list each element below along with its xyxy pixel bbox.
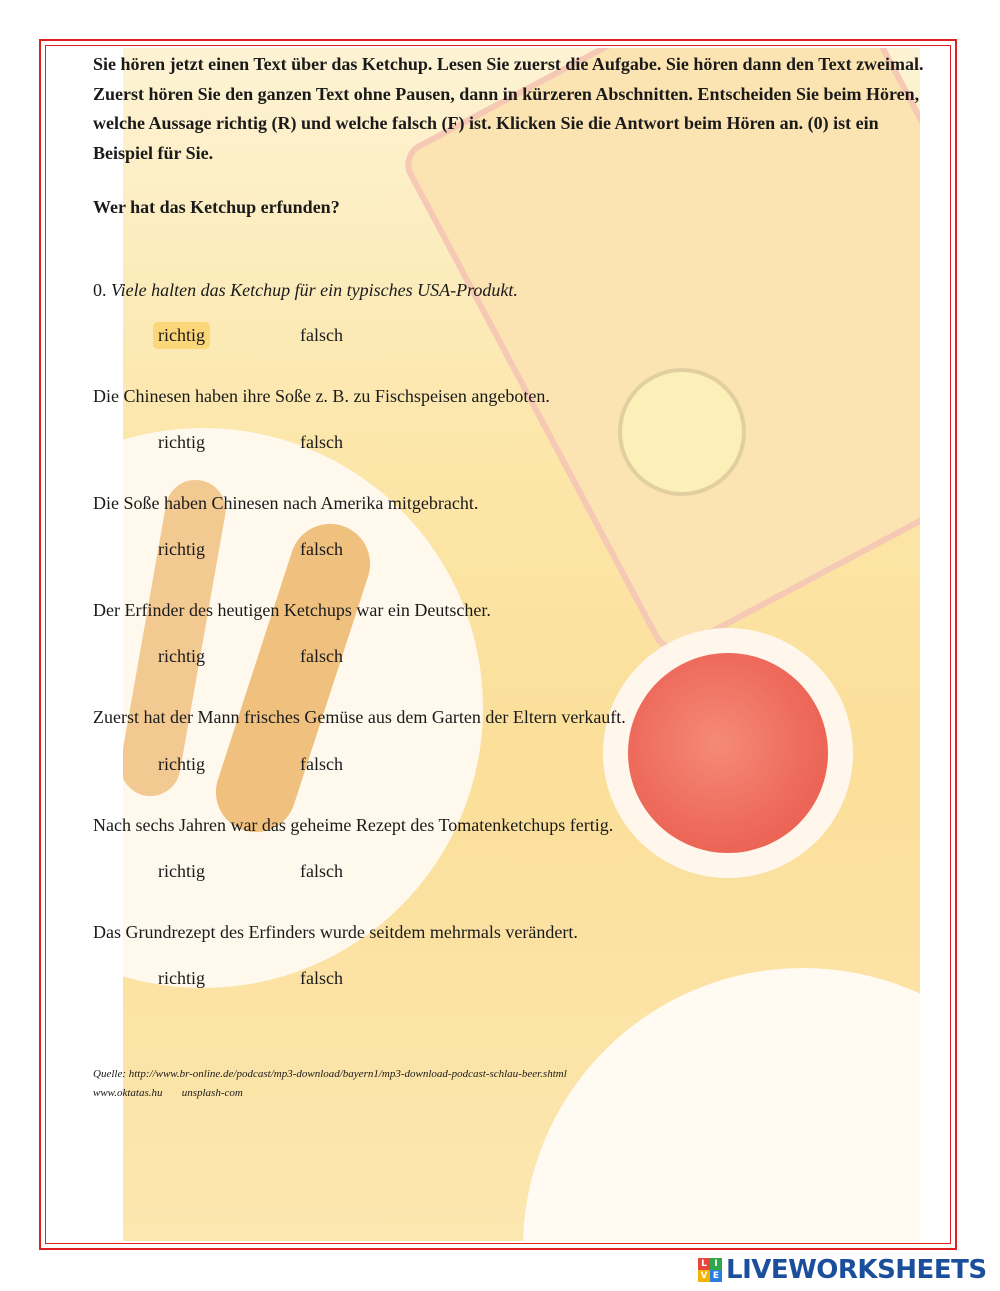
live-icon	[698, 1258, 722, 1282]
source-citation	[93, 1065, 567, 1103]
question-1-option-richtig[interactable]: richtig	[158, 432, 205, 452]
question-6-text: Das Grundrezept des Erfinders wurde seitdem mehrmals verändert.	[93, 922, 578, 942]
question-4-text: Zuerst hat der Mann frisches Gemüse aus dem Garten der Eltern verkauft.	[93, 707, 626, 727]
source-line-2: www.oktatas.hu unsplash-com	[93, 1087, 243, 1099]
question-5-option-falsch[interactable]: falsch	[300, 861, 343, 881]
example-question	[93, 280, 518, 301]
question-3-option-falsch[interactable]: falsch	[300, 646, 343, 666]
question-3-text: Der Erfinder des heutigen Ketchups war ein Deutscher.	[93, 600, 491, 620]
question-4-option-richtig[interactable]: richtig	[158, 754, 205, 774]
example-option-richtig[interactable]: richtig	[153, 322, 210, 349]
instructions-text: Sie hören jetzt einen Text über das Ketchup. Lesen Sie zuerst die Aufgabe. Sie hören dann den Text zweimal. Zuerst hören Sie den ganzen Text ohne Pausen, dann in kürzeren Abschnitten. Entscheiden Sie beim Hören, welche Aussage richtig (R) und welche falsch (F) ist. Klicken Sie die Antwort beim Hören an. (0) ist ein Beispiel für Sie.	[93, 54, 924, 163]
question-5-option-richtig[interactable]: richtig	[158, 861, 205, 881]
question-1-option-falsch[interactable]: falsch	[300, 432, 343, 452]
question-2-option-richtig[interactable]: richtig	[158, 539, 205, 559]
worksheet-title: Wer hat das Ketchup erfunden?	[93, 197, 340, 217]
example-text: Viele halten das Ketchup für ein typisches USA-Produkt.	[111, 280, 518, 300]
live-icon-v: V	[698, 1270, 710, 1282]
example-number: 0.	[93, 280, 107, 300]
question-4-option-falsch[interactable]: falsch	[300, 754, 343, 774]
live-icon-i: I	[710, 1258, 722, 1270]
brand-name: LIVEWORKSHEETS	[726, 1255, 987, 1285]
question-6-option-falsch[interactable]: falsch	[300, 968, 343, 988]
question-1-text: Die Chinesen haben ihre Soße z. B. zu Fischspeisen angeboten.	[93, 386, 550, 406]
live-icon-e: E	[710, 1270, 722, 1282]
question-6-option-richtig[interactable]: richtig	[158, 968, 205, 988]
question-3-option-richtig[interactable]: richtig	[158, 646, 205, 666]
question-5-text: Nach sechs Jahren war das geheime Rezept des Tomatenketchups fertig.	[93, 815, 614, 835]
question-2-option-falsch[interactable]: falsch	[300, 539, 343, 559]
example-option-falsch[interactable]: falsch	[300, 325, 343, 345]
liveworksheets-logo	[698, 1256, 987, 1284]
question-2-text: Die Soße haben Chinesen nach Amerika mitgebracht.	[93, 493, 479, 513]
instructions-block	[93, 50, 938, 168]
live-icon-l: L	[698, 1258, 710, 1270]
source-line-1: Quelle: http://www.br-online.de/podcast/mp3-download/bayern1/mp3-download-podcast-schlau-beer.shtml	[93, 1068, 567, 1080]
